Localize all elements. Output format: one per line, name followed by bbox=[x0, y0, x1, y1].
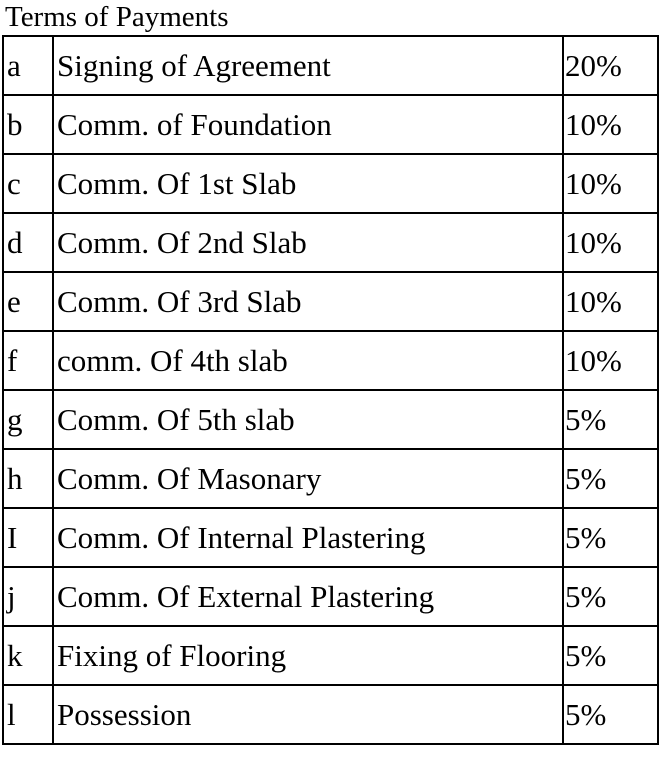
table-row bbox=[3, 508, 658, 567]
row-letter: h bbox=[3, 449, 53, 508]
row-percent: 10% bbox=[563, 213, 658, 272]
row-letter: b bbox=[3, 95, 53, 154]
row-letter: f bbox=[3, 331, 53, 390]
row-description: Comm. Of 1st Slab bbox=[53, 154, 563, 213]
row-description: Fixing of Flooring bbox=[53, 626, 563, 685]
row-percent: 5% bbox=[563, 626, 658, 685]
row-percent: 10% bbox=[563, 272, 658, 331]
table-row bbox=[3, 449, 658, 508]
page-title: Terms of Payments bbox=[5, 1, 229, 33]
row-description: Comm. Of Masonary bbox=[53, 449, 563, 508]
row-letter: a bbox=[3, 36, 53, 95]
row-description: Comm. Of 2nd Slab bbox=[53, 213, 563, 272]
row-letter: c bbox=[3, 154, 53, 213]
table-row bbox=[3, 36, 658, 95]
row-percent: 5% bbox=[563, 685, 658, 744]
row-letter: l bbox=[3, 685, 53, 744]
row-percent: 10% bbox=[563, 95, 658, 154]
table-row bbox=[3, 272, 658, 331]
row-description: Comm. Of 3rd Slab bbox=[53, 272, 563, 331]
table-row bbox=[3, 567, 658, 626]
payment-terms-table bbox=[2, 35, 659, 745]
row-percent: 20% bbox=[563, 36, 658, 95]
row-description: Signing of Agreement bbox=[53, 36, 563, 95]
row-description: Comm. of Foundation bbox=[53, 95, 563, 154]
row-description: Comm. Of Internal Plastering bbox=[53, 508, 563, 567]
row-percent: 10% bbox=[563, 154, 658, 213]
table-row bbox=[3, 213, 658, 272]
row-percent: 5% bbox=[563, 449, 658, 508]
table-row bbox=[3, 685, 658, 744]
row-letter: j bbox=[3, 567, 53, 626]
row-letter: g bbox=[3, 390, 53, 449]
row-letter: d bbox=[3, 213, 53, 272]
payment-terms-body bbox=[3, 36, 658, 744]
row-letter: I bbox=[3, 508, 53, 567]
row-percent: 10% bbox=[563, 331, 658, 390]
row-percent: 5% bbox=[563, 567, 658, 626]
row-description: Possession bbox=[53, 685, 563, 744]
row-description: comm. Of 4th slab bbox=[53, 331, 563, 390]
table-row bbox=[3, 154, 658, 213]
table-row bbox=[3, 390, 658, 449]
row-percent: 5% bbox=[563, 390, 658, 449]
table-row bbox=[3, 95, 658, 154]
row-percent: 5% bbox=[563, 508, 658, 567]
row-letter: k bbox=[3, 626, 53, 685]
table-row bbox=[3, 331, 658, 390]
row-description: Comm. Of 5th slab bbox=[53, 390, 563, 449]
row-description: Comm. Of External Plastering bbox=[53, 567, 563, 626]
row-letter: e bbox=[3, 272, 53, 331]
table-row bbox=[3, 626, 658, 685]
